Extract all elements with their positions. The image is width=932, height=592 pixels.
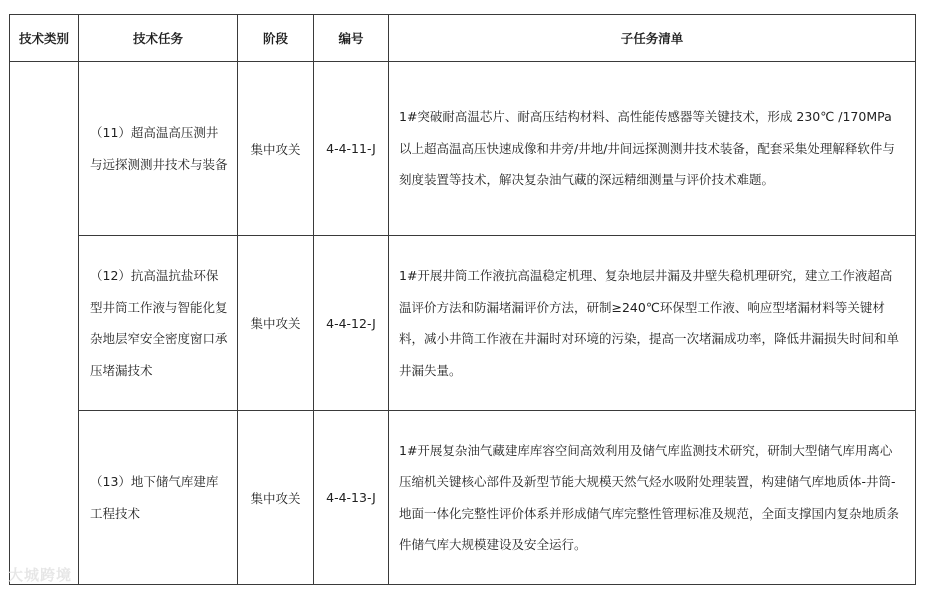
subtasks-cell: 1#开展井筒工作液抗高温稳定机理、复杂地层井漏及井壁失稳机理研究，建立工作液超高温评价方法和防漏堵漏评价方法，研制≥240℃环保型工作液、响应型堵漏材料等关键材料，减小井筒工作液在井漏时对环境的污染，提高一次堵漏成功率，降低井漏损失时间和单井漏失量。 bbox=[389, 236, 916, 411]
header-code: 编号 bbox=[314, 15, 389, 62]
header-task: 技术任务 bbox=[79, 15, 238, 62]
task-cell: （11）超高温高压测井与远探测测井技术与装备 bbox=[79, 62, 238, 236]
stage-cell: 集中攻关 bbox=[238, 62, 314, 236]
header-category: 技术类别 bbox=[10, 15, 79, 62]
category-cell bbox=[10, 62, 79, 585]
task-cell: （13）地下储气库建库工程技术 bbox=[79, 411, 238, 585]
header-subtasks: 子任务清单 bbox=[389, 15, 916, 62]
table-row bbox=[10, 236, 916, 411]
tech-task-table bbox=[9, 14, 916, 585]
task-cell: （12）抗高温抗盐环保型井筒工作液与智能化复杂地层窄安全密度窗口承压堵漏技术 bbox=[79, 236, 238, 411]
subtasks-cell: 1#突破耐高温芯片、耐高压结构材料、高性能传感器等关键技术，形成 230℃ /170MPa 以上超高温高压快速成像和井旁/井地/井间远探测测井技术装备，配套采集处理解释软件与刻度装置等技术，解决复杂油气藏的深远精细测量与评价技术难题。 bbox=[389, 62, 916, 236]
header-stage: 阶段 bbox=[238, 15, 314, 62]
code-cell: 4-4-11-J bbox=[314, 62, 389, 236]
stage-cell: 集中攻关 bbox=[238, 236, 314, 411]
code-cell: 4-4-13-J bbox=[314, 411, 389, 585]
stage-cell: 集中攻关 bbox=[238, 411, 314, 585]
watermark: 大城跨境 bbox=[8, 566, 73, 584]
subtasks-cell: 1#开展复杂油气藏建库库容空间高效利用及储气库监测技术研究，研制大型储气库用离心压缩机关键核心部件及新型节能大规模天然气烃水吸附处理装置，构建储气库地质体-井筒-地面一体化完整性评价体系并形成储气库完整性管理标准及规范，全面支撑国内复杂地质条件储气库大规模建设及安全运行。 bbox=[389, 411, 916, 585]
code-cell: 4-4-12-J bbox=[314, 236, 389, 411]
table-row bbox=[10, 411, 916, 585]
header-row bbox=[10, 15, 916, 62]
table-row bbox=[10, 62, 916, 236]
